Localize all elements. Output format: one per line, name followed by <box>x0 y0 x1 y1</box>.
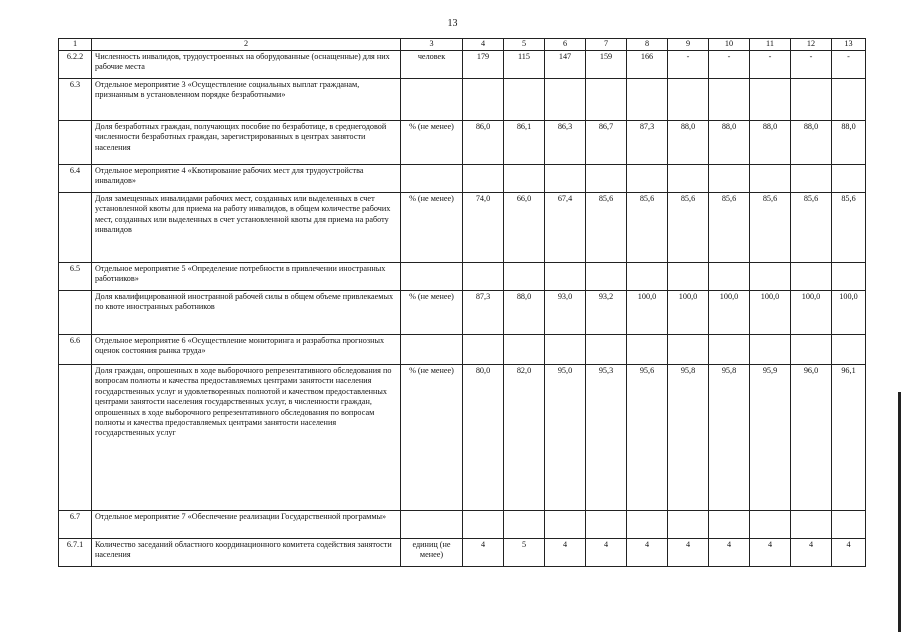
value-cell <box>545 165 586 193</box>
value-cell <box>709 79 750 121</box>
row-name: Доля граждан, опрошенных в ходе выборочного репрезентативного обследования по вопросам полноты и качества предоставляемых центрами занятости населения государственных услуг и удовлетворенных полнотой и качеством предоставленных центрами занятости населения государственных услуг, в численности граждан, опрошенных в ходе выборочного репрезентативного обследования по вопросам полноты и качества предоставляемых центрами занятости населения государственных услуг <box>92 365 401 511</box>
row-unit: единиц (не менее) <box>401 539 463 567</box>
row-code: 6.7 <box>59 511 92 539</box>
value-cell: 4 <box>627 539 668 567</box>
value-cell: - <box>791 51 832 79</box>
page-number: 13 <box>447 18 458 29</box>
value-cell <box>832 335 866 365</box>
value-cell <box>545 263 586 291</box>
value-cell: 100,0 <box>627 291 668 335</box>
row-name: Отдельное мероприятие 4 «Квотирование рабочих мест для трудоустройства инвалидов» <box>92 165 401 193</box>
value-cell: 95,6 <box>627 365 668 511</box>
table-row <box>59 291 866 335</box>
row-unit: % (не менее) <box>401 291 463 335</box>
row-name: Доля квалифицированной иностранной рабочей силы в общем объеме привлекаемых по квоте иностранных работников <box>92 291 401 335</box>
value-cell <box>832 511 866 539</box>
value-cell <box>668 511 709 539</box>
value-cell: 100,0 <box>709 291 750 335</box>
value-cell: 100,0 <box>750 291 791 335</box>
row-name: Отдельное мероприятие 7 «Обеспечение реализации Государственной программы» <box>92 511 401 539</box>
table-row <box>59 511 866 539</box>
value-cell: 85,6 <box>627 193 668 263</box>
row-code <box>59 121 92 165</box>
column-header: 10 <box>709 39 750 51</box>
value-cell <box>504 335 545 365</box>
value-cell <box>586 263 627 291</box>
value-cell <box>709 511 750 539</box>
row-code: 6.2.2 <box>59 51 92 79</box>
row-name: Количество заседаний областного координационного комитета содействия занятости населения <box>92 539 401 567</box>
row-unit <box>401 511 463 539</box>
table-row <box>59 539 866 567</box>
value-cell: 80,0 <box>463 365 504 511</box>
value-cell: 85,6 <box>668 193 709 263</box>
value-cell <box>750 335 791 365</box>
value-cell <box>463 263 504 291</box>
value-cell: 159 <box>586 51 627 79</box>
indicators-table <box>58 38 866 567</box>
value-cell: 67,4 <box>545 193 586 263</box>
value-cell: 87,3 <box>463 291 504 335</box>
value-cell: - <box>750 51 791 79</box>
value-cell: 100,0 <box>791 291 832 335</box>
value-cell <box>791 165 832 193</box>
row-name: Отдельное мероприятие 3 «Осуществление социальных выплат гражданам, признанным в установленном порядке безработными» <box>92 79 401 121</box>
row-code: 6.4 <box>59 165 92 193</box>
value-cell: 86,7 <box>586 121 627 165</box>
table-row <box>59 79 866 121</box>
row-name: Численность инвалидов, трудоустроенных на оборудованные (оснащенные) для них рабочие места <box>92 51 401 79</box>
column-header: 8 <box>627 39 668 51</box>
value-cell: 4 <box>750 539 791 567</box>
value-cell: 4 <box>463 539 504 567</box>
value-cell: 95,9 <box>750 365 791 511</box>
value-cell: - <box>668 51 709 79</box>
value-cell <box>750 511 791 539</box>
row-code: 6.7.1 <box>59 539 92 567</box>
column-header: 2 <box>92 39 401 51</box>
row-unit <box>401 79 463 121</box>
row-unit: % (не менее) <box>401 365 463 511</box>
value-cell <box>545 79 586 121</box>
value-cell: 86,3 <box>545 121 586 165</box>
value-cell <box>586 165 627 193</box>
row-unit <box>401 165 463 193</box>
table-row <box>59 51 866 79</box>
value-cell: 115 <box>504 51 545 79</box>
column-header: 5 <box>504 39 545 51</box>
row-code <box>59 365 92 511</box>
row-code <box>59 291 92 335</box>
value-cell <box>586 79 627 121</box>
value-cell <box>750 79 791 121</box>
column-header: 4 <box>463 39 504 51</box>
value-cell <box>504 79 545 121</box>
value-cell <box>586 335 627 365</box>
row-name: Отдельное мероприятие 6 «Осуществление мониторинга и разработка прогнозных оценок состояния рынка труда» <box>92 335 401 365</box>
value-cell: 85,6 <box>586 193 627 263</box>
value-cell: 88,0 <box>832 121 866 165</box>
table-row <box>59 165 866 193</box>
row-unit: % (не менее) <box>401 193 463 263</box>
value-cell: 85,6 <box>709 193 750 263</box>
value-cell: 93,2 <box>586 291 627 335</box>
value-cell: 88,0 <box>750 121 791 165</box>
value-cell <box>463 165 504 193</box>
value-cell: 88,0 <box>791 121 832 165</box>
row-unit: человек <box>401 51 463 79</box>
value-cell <box>668 335 709 365</box>
value-cell <box>545 511 586 539</box>
value-cell <box>668 165 709 193</box>
row-name: Доля замещенных инвалидами рабочих мест, созданных или выделенных в счет установленной квоты для приема на работу инвалидов, в общем количестве рабочих мест, созданных или выделенных в счет установленной квоты для приема на работу инвалидов <box>92 193 401 263</box>
value-cell: 100,0 <box>668 291 709 335</box>
value-cell <box>668 263 709 291</box>
value-cell <box>627 263 668 291</box>
page-edge-mark <box>898 392 901 632</box>
value-cell: 82,0 <box>504 365 545 511</box>
row-name: Отдельное мероприятие 5 «Определение потребности в привлечении иностранных работников» <box>92 263 401 291</box>
value-cell: 88,0 <box>504 291 545 335</box>
row-code: 6.5 <box>59 263 92 291</box>
value-cell <box>791 263 832 291</box>
column-header: 3 <box>401 39 463 51</box>
value-cell: 96,1 <box>832 365 866 511</box>
value-cell: 74,0 <box>463 193 504 263</box>
column-header: 12 <box>791 39 832 51</box>
value-cell <box>463 511 504 539</box>
row-unit: % (не менее) <box>401 121 463 165</box>
row-unit <box>401 335 463 365</box>
value-cell <box>504 511 545 539</box>
header-row <box>59 39 866 51</box>
value-cell <box>627 165 668 193</box>
value-cell: 5 <box>504 539 545 567</box>
value-cell <box>504 165 545 193</box>
table-row <box>59 121 866 165</box>
column-header: 6 <box>545 39 586 51</box>
value-cell <box>463 335 504 365</box>
value-cell: 4 <box>791 539 832 567</box>
value-cell: 4 <box>709 539 750 567</box>
value-cell: 86,1 <box>504 121 545 165</box>
value-cell <box>627 79 668 121</box>
value-cell <box>750 263 791 291</box>
value-cell: 4 <box>545 539 586 567</box>
value-cell <box>545 335 586 365</box>
value-cell: 4 <box>832 539 866 567</box>
value-cell: 95,8 <box>668 365 709 511</box>
value-cell: 96,0 <box>791 365 832 511</box>
value-cell <box>709 335 750 365</box>
value-cell: 93,0 <box>545 291 586 335</box>
value-cell: 88,0 <box>709 121 750 165</box>
value-cell <box>791 79 832 121</box>
row-code <box>59 193 92 263</box>
column-header: 1 <box>59 39 92 51</box>
value-cell: 95,3 <box>586 365 627 511</box>
table-row <box>59 335 866 365</box>
table-row <box>59 263 866 291</box>
value-cell <box>709 263 750 291</box>
value-cell <box>463 79 504 121</box>
column-header: 7 <box>586 39 627 51</box>
value-cell: 95,8 <box>709 365 750 511</box>
value-cell: 85,6 <box>791 193 832 263</box>
table-row <box>59 365 866 511</box>
value-cell <box>627 511 668 539</box>
value-cell: 179 <box>463 51 504 79</box>
value-cell: 66,0 <box>504 193 545 263</box>
value-cell: 100,0 <box>832 291 866 335</box>
value-cell: 88,0 <box>668 121 709 165</box>
value-cell: 86,0 <box>463 121 504 165</box>
value-cell: - <box>832 51 866 79</box>
column-header: 13 <box>832 39 866 51</box>
table-row <box>59 193 866 263</box>
value-cell <box>750 165 791 193</box>
value-cell: 95,0 <box>545 365 586 511</box>
value-cell <box>668 79 709 121</box>
value-cell: - <box>709 51 750 79</box>
value-cell <box>832 165 866 193</box>
value-cell: 85,6 <box>832 193 866 263</box>
value-cell <box>832 79 866 121</box>
row-code: 6.6 <box>59 335 92 365</box>
value-cell: 4 <box>668 539 709 567</box>
value-cell <box>504 263 545 291</box>
value-cell: 166 <box>627 51 668 79</box>
column-header: 9 <box>668 39 709 51</box>
value-cell: 147 <box>545 51 586 79</box>
value-cell <box>832 263 866 291</box>
value-cell <box>791 511 832 539</box>
row-name: Доля безработных граждан, получающих пособие по безработице, в среднегодовой численности безработных граждан, зарегистрированных в центрах занятости населения <box>92 121 401 165</box>
row-unit <box>401 263 463 291</box>
column-header: 11 <box>750 39 791 51</box>
value-cell: 85,6 <box>750 193 791 263</box>
value-cell: 87,3 <box>627 121 668 165</box>
row-code: 6.3 <box>59 79 92 121</box>
value-cell <box>586 511 627 539</box>
value-cell <box>627 335 668 365</box>
value-cell <box>709 165 750 193</box>
value-cell <box>791 335 832 365</box>
table-body <box>59 51 866 567</box>
value-cell: 4 <box>586 539 627 567</box>
